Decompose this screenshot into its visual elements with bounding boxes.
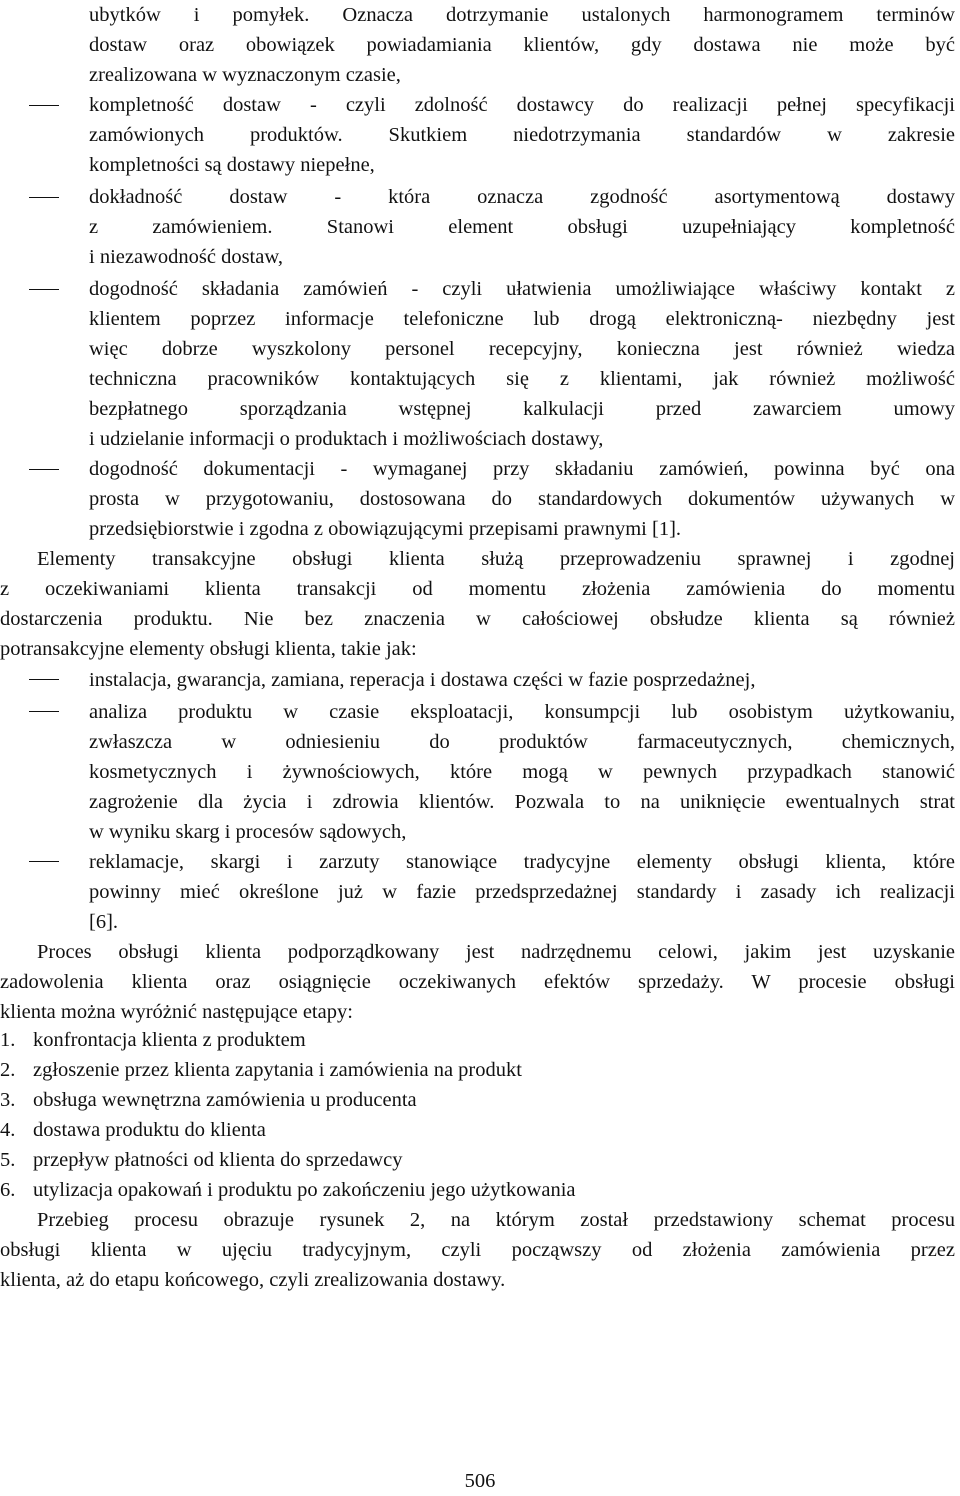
text-line: i niezawodność dostaw, [89,246,283,268]
bullet-item [89,847,955,937]
numbered-list [0,1025,955,1205]
text-line: ubytków i pomyłek. Oznacza dotrzymanie ustalonych harmonogramem terminów [89,4,955,26]
text-line: z zamówieniem. Stanowi element obsługi uzupełniający kompletność [89,216,955,238]
text-line: dogodność dokumentacji - wymaganej przy składaniu zamówień, powinna być ona [89,458,955,480]
intro-text [89,0,955,90]
text-line: zamówionych produktów. Skutkiem niedotrzymania standardów w zakresie [89,124,955,146]
bullet-item [89,665,955,695]
list-number: 4. [0,1119,16,1141]
dash-bullet-marker [29,289,59,290]
dash-bullet-marker [29,197,59,198]
text-line: dogodność składania zamówień - czyli ułatwienia umożliwiające właściwy kontakt z [89,278,955,300]
text-line: [6]. [89,911,119,933]
list-text: dostawa produktu do klienta [33,1119,266,1141]
dash-bullet-marker [29,711,59,712]
text-line: więc dobrze wyszkolony personel recepcyjny, konieczna jest również wiedza [89,338,955,360]
text-line: w wyniku skarg i procesów sądowych, [89,821,407,843]
text-line: zagrożenie dla życia i zdrowia klientów. Pozwala to na uniknięcie ewentualnych strat [89,791,955,813]
text-line: Przebieg procesu obrazuje rysunek 2, na którym został przedstawiony schemat procesu [37,1209,955,1231]
text-line: zrealizowana w wyznaczonym czasie, [89,64,401,86]
list-text: przepływ płatności od klienta do sprzedawcy [33,1149,403,1171]
text-line: reklamacje, skargi i zarzuty stanowiące tradycyjne elementy obsługi klienta, które [89,851,955,873]
text-line: analiza produktu w czasie eksploatacji, konsumpcji lub osobistym użytkowaniu, [89,701,955,723]
list-text: konfrontacja klienta z produktem [33,1029,306,1051]
text-line: kosmetycznych i żywnościowych, które mogą w pewnych przypadkach stanowić [89,761,955,783]
text-line: powinny mieć określone już w fazie przedsprzedażnej standardy i zasady ich realizacji [89,881,955,903]
list-number: 1. [0,1029,16,1051]
list-item [0,1115,955,1145]
text-line: instalacja, gwarancja, zamiana, reperacja i dostawa części w fazie posprzedażnej, [89,669,756,691]
text-line: dokładność dostaw - która oznacza zgodność asortymentową dostawy [89,186,955,208]
dash-bullet-marker [29,679,59,680]
text-line: kompletność dostaw - czyli zdolność dostawcy do realizacji pełnej specyfikacji [89,94,955,116]
text-line: klientem poprzez informacje telefoniczne lub drogą elektroniczną- niezbędny jest [89,308,955,330]
dash-bullet-marker [29,105,59,106]
paragraph [0,544,955,664]
dash-bullet-marker [29,469,59,470]
list-item [0,1175,955,1205]
list-number: 5. [0,1149,16,1171]
paragraph [0,1205,955,1295]
text-line: prosta w przygotowaniu, dostosowana do standardowych dokumentów używanych w [89,488,955,510]
text-line: klienta można wyróżnić następujące etapy: [0,1001,353,1023]
text-line: bezpłatnego sporządzania wstępnej kalkulacji przed zawarciem umowy [89,398,955,420]
bullet-item [89,274,955,454]
bullet-item [89,697,955,847]
text-line: techniczna pracowników kontaktujących się z klientami, jak również możliwość [89,368,955,390]
list-item [0,1145,955,1175]
text-line: przedsiębiorstwie i zgodna z obowiązującymi przepisami prawnymi [1]. [89,518,682,540]
list-item [0,1055,955,1085]
text-line: Proces obsługi klienta podporządkowany jest nadrzędnemu celowi, jakim jest uzyskanie [37,941,955,963]
text-line: Elementy transakcyjne obsługi klienta służą przeprowadzeniu sprawnej i zgodnej [37,548,955,570]
text-line: obsługi klienta w ujęciu tradycyjnym, czyli począwszy od złożenia zamówienia przez [0,1239,955,1261]
text-line: dostarczenia produktu. Nie bez znaczenia w całościowej obsłudze klienta są również [0,608,955,630]
page-number: 506 [464,1470,496,1492]
bullet-item [89,90,955,180]
list-text: zgłoszenie przez klienta zapytania i zamówienia na produkt [33,1059,522,1081]
bullet-item [89,182,955,272]
text-line: zwłaszcza w odniesieniu do produktów farmaceutycznych, chemicznych, [89,731,955,753]
list-item [0,1025,955,1055]
paragraph [0,937,955,1027]
list-number: 6. [0,1179,16,1201]
list-text: utylizacja opakowań i produktu po zakończeniu jego użytkowania [33,1179,576,1201]
text-line: potransakcyjne elementy obsługi klienta, takie jak: [0,638,417,660]
text-line: dostaw oraz obowiązek powiadamiania klientów, gdy dostawa nie może być [89,34,955,56]
list-text: obsługa wewnętrzna zamówienia u producenta [33,1089,417,1111]
text-line: kompletności są dostawy niepełne, [89,154,375,176]
list-item [0,1085,955,1115]
dash-bullet-marker [29,861,59,862]
text-line: zadowolenia klienta oraz osiągnięcie oczekiwanych efektów sprzedaży. W procesie obsługi [0,971,955,993]
text-line: klienta, aż do etapu końcowego, czyli zrealizowania dostawy. [0,1269,506,1291]
list-number: 3. [0,1089,16,1111]
bullet-item [89,454,955,544]
text-line: i udzielanie informacji o produktach i możliwościach dostawy, [89,428,604,450]
text-line: z oczekiwaniami klienta transakcji od momentu złożenia zamówienia do momentu [0,578,955,600]
list-number: 2. [0,1059,16,1081]
